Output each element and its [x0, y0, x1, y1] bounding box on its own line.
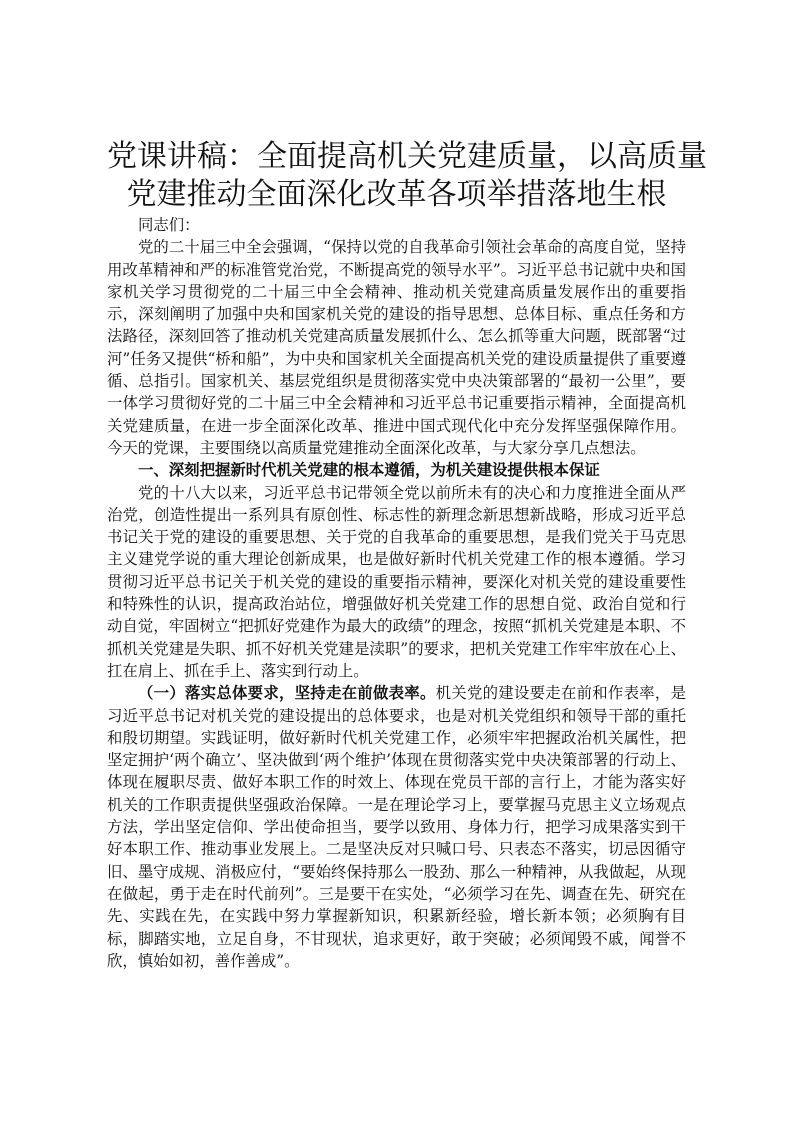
subsection-lead: （一）落实总体要求，坚持走在前做表率。 — [138, 684, 436, 703]
paragraph-subsection-1 — [107, 682, 686, 972]
paragraph-intro: 党的二十届三中全会强调，“保持以党的自我革命引领社会革命的高度自觉，坚持用改革精神和严的标准管党治党，不断提高党的领导水平”。习近平总书记就中央和国家机关学习贯彻党的二十届三中全会精神、推动机关党建高质量发展作出的重要指示，深刻阐明了加强中央和国家机关党的建设的指导思想、总体目标、重点任务和方法路径，深刻回答了推动机关党建高质量发展抓什么、怎么抓等重大问题，既部署“过河”任务又提供“桥和船”，为中央和国家机关全面提高机关党的建设质量提供了重要遵循、总指引。国家机关、基层党组织是贯彻落实党中央决策部署的“最初一公里”，要一体学习贯彻好党的二十届三中全会精神和习近平总书记重要指示精神，全面提高机关党建质量，在进一步全面深化改革、推进中国式现代化中充分发挥坚强保障作用。今天的党课，主要围绕以高质量党建推动全面深化改革，与大家分享几点想法。 — [107, 238, 686, 457]
title-line-2: 党建推动全面深化改革各项举措落地生根 — [126, 177, 667, 212]
greeting: 同志们： — [138, 216, 200, 234]
title-line-1: 党课讲稿：全面提高机关党建质量，以高质量 — [107, 139, 707, 174]
subsection-body: 机关党的建设要走在前和作表率，是习近平总书记对机关党的建设提出的总体要求，也是对机关党组织和领导干部的重托和殷切期望。实践证明，做好新时代机关党建工作，必须牢牢把握政治机关属性，把坚定拥护‘两个确立’、坚决做到‘两个维护’体现在贯彻落实党中央决策部署的行动上、体现在履职尽责、做好本职工作的时效上、体现在党员干部的言行上，才能为落实好机关的工作职责提供坚强政治保障。一是在理论学习上，要掌握马克思主义立场观点方法，学出坚定信仰、学出使命担当，要学以致用、身体力行，把学习成果落实到干好本职工作、推动事业发展上。二是坚决反对只喊口号、只表态不落实，切忌因循守旧、墨守成规、消极应付，“要始终保持那么一股劲、那么一种精神，从我做起，从现在做起，勇于走在时代前列”。三是要干在实处，“必须学习在先、调查在先、研究在先、实践在先，在实践中努力掌握新知识，积累新经验，增长新本领；必须胸有目标，脚踏实地，立足自身，不甘现状，追求更好，敢于突破；必须闻毁不戚，闻誉不欣，慎始如初，善作善成”。 — [107, 684, 686, 970]
section-heading-1: 一、深刻把握新时代机关党建的根本遵循，为机关建设提供根本保证 — [138, 461, 600, 480]
paragraph-section-1: 党的十八大以来，习近平总书记带领全党以前所未有的决心和力度推进全面从严治党，创造性提出一系列具有原创性、标志性的新理念新思想新战略，形成习近平总书记关于党的建设的重要思想、关于党的自我革命的重要思想，是我们党关于马克思主义建党学说的重大理论创新成果，也是做好新时代机关党建工作的根本遵循。学习贯彻习近平总书记关于机关党的建设的重要指示精神，要深化对机关党的建设重要性和特殊性的认识，提高政治站位，增强做好机关党建工作的思想自觉、政治自觉和行动自觉，牢固树立“把抓好党建作为最大的政绩”的理念，按照“抓机关党建是本职、不抓机关党建是失职、抓不好机关党建是渎职”的要求，把机关党建工作牢牢放在心上、扛在肩上、抓在手上、落实到行动上。 — [107, 483, 686, 680]
document-title — [107, 138, 707, 214]
